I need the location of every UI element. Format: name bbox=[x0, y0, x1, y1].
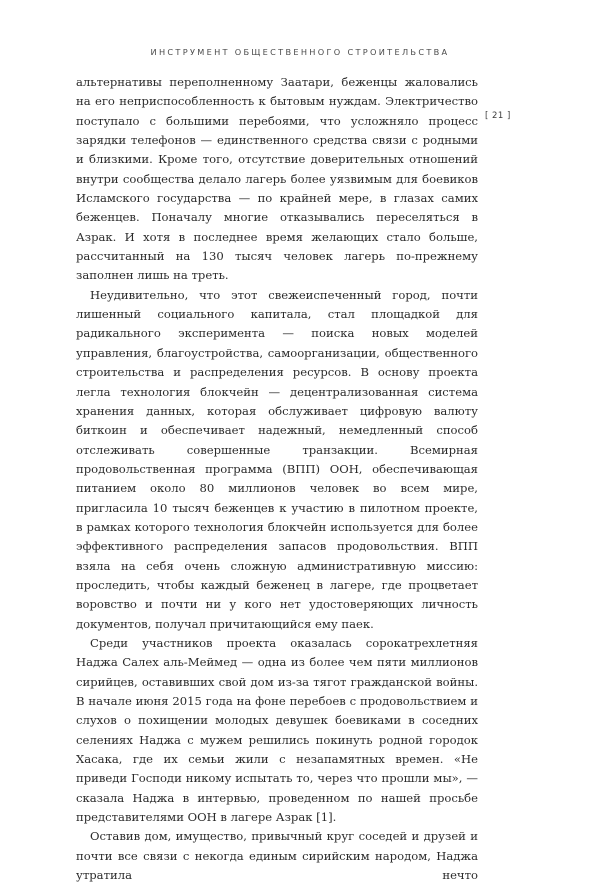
paragraph-1: альтернативы переполненному Заатари, беженцы жаловались на его неприспособленность к бытовым нуждам. Электричество поступало с большими перебоями, что усложняло процесс зарядки телефонов — единственного средства связи с родными и близкими. Кроме того, отсутствие доверительных отношений внутри сообщества делало лагерь более уязвимым для боевиков Исламского государства — по крайней мере, в глазах самих беженцев. Поначалу многие отказывались переселяться в Азрак. И хотя в последнее время желающих стало больше, рассчитанный на 130 тысяч человек лагерь по-прежнему заполнен лишь на треть. bbox=[76, 75, 478, 283]
running-header: ИНСТРУМЕНТ ОБЩЕСТВЕННОГО СТРОИТЕЛЬСТВА bbox=[150, 47, 450, 57]
paragraph-3: Среди участников проекта оказалась сорокатрехлетняя Наджа Салех аль-Меймед — одна из более чем пяти миллионов сирийцев, оставивших свой дом из-за тягот гражданской войны. В начале июня 2015 года на фоне перебоев с продовольствием и слухов о похищении молодых девушек боевиками в соседних селениях Наджа с мужем решились покинуть родной городок Хасака, где их семьи жили с незапамятных времен. «Не приведи Господи никому испытать то, через что прошли мы», — сказала Наджа в интервью, проведенном по нашей просьбе представителями ООН в лагере Азрак [1]. bbox=[76, 635, 478, 825]
paragraph-2: Неудивительно, что этот свежеиспеченный город, почти лишенный социального капитала, стал площадкой для радикального эксперимента — поиска новых моделей управления, благоустройства, самоорганизации, общественного строительства и распределения ресурсов. В основу проекта легла технология блокчейн — децентрализованная система хранения данных, которая обслуживает цифровую валюту биткоин и обеспечивает надежный, немедленный способ отслеживать совершенные транзакции. Всемирная продовольственная программа (ВПП) ООН, обеспечивающая питанием около 80 миллионов человек во всем мире, пригласила 10 тысяч беженцев к участию в пилотном проекте, в рамках которого технология блокчейн используется для более эффективного распределения запасов продовольствия. ВПП взяла на себя очень сложную административную миссию: проследить, чтобы каждый беженец в лагере, где процветает воровство и почти ни у кого нет удостоверяющих личность документов, получал причитающийся ему паек. bbox=[76, 287, 478, 631]
paragraph-4: Оставив дом, имущество, привычный круг соседей и друзей и почти все связи с некогда единым сирийским народом, Наджа утратила нечто bbox=[76, 829, 478, 883]
body-text bbox=[76, 73, 478, 885]
page-number: [ 21 ] bbox=[485, 111, 511, 121]
